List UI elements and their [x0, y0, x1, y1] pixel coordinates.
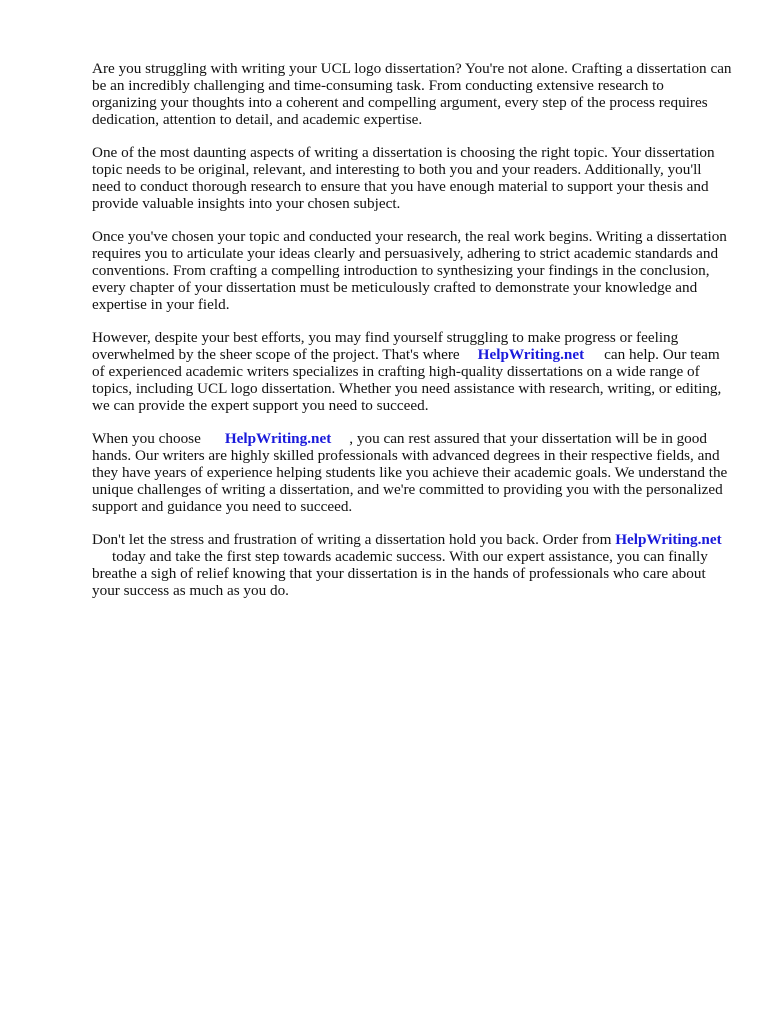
paragraph-order-before: Don't let the stress and frustration of writing a dissertation hold you back. Order from — [92, 531, 612, 548]
paragraph-choose — [92, 430, 732, 515]
paragraph-help-before: However, despite your best efforts, you may find yourself struggling to make progress or feeling overwhelmed by the sheer scope of the project. That's where — [92, 329, 679, 363]
paragraph-help — [92, 329, 732, 414]
document-body — [92, 60, 732, 615]
paragraph-help-after: can help. Our team of experienced academic writers specializes in crafting high-quality dissertations on a wide range of topics, including UCL logo dissertation. Whether you need assistance with research, writing, or editing, we can provide the expert support you need to succeed. — [92, 346, 722, 414]
paragraph-choose-after: , you can rest assured that your dissertation will be in good hands. Our writers are highly skilled professionals with advanced degrees in their respective fields, and they have years of experience helping students like you achieve their academic goals. We understand the unique challenges of writing a dissertation, and we're committed to providing you with the personalized support and guidance you need to succeed. — [92, 430, 728, 515]
paragraph-order — [92, 531, 732, 599]
paragraph-choose-before: When you choose — [92, 430, 201, 447]
paragraph-order-after: today and take the first step towards academic success. With our expert assistance, you can finally breathe a sigh of relief knowing that your dissertation is in the hands of professionals who care about your success as much as you do. — [92, 548, 708, 599]
paragraph-topic: One of the most daunting aspects of writing a dissertation is choosing the right topic. Your dissertation topic needs to be original, relevant, and interesting to both you and your readers. Additionally, you'll need to conduct thorough research to ensure that you have enough material to support your thesis and provide valuable insights into your chosen subject. — [92, 144, 715, 212]
helpwriting-link[interactable]: HelpWriting.net — [477, 346, 585, 363]
helpwriting-link[interactable]: HelpWriting.net — [615, 531, 722, 548]
paragraph-writing: Once you've chosen your topic and conducted your research, the real work begins. Writing a dissertation requires you to articulate your ideas clearly and persuasively, adhering to strict academic standards and conventions. From crafting a compelling introduction to synthesizing your findings in the conclusion, every chapter of your dissertation must be meticulously crafted to demonstrate your knowledge and expertise in your field. — [92, 228, 727, 313]
paragraph-intro: Are you struggling with writing your UCL logo dissertation? You're not alone. Crafting a dissertation can be an incredibly challenging and time-consuming task. From conducting extensive research to organizing your thoughts into a coherent and compelling argument, every step of the process requires dedication, attention to detail, and academic expertise. — [92, 60, 732, 128]
helpwriting-link[interactable]: HelpWriting.net — [224, 430, 332, 447]
